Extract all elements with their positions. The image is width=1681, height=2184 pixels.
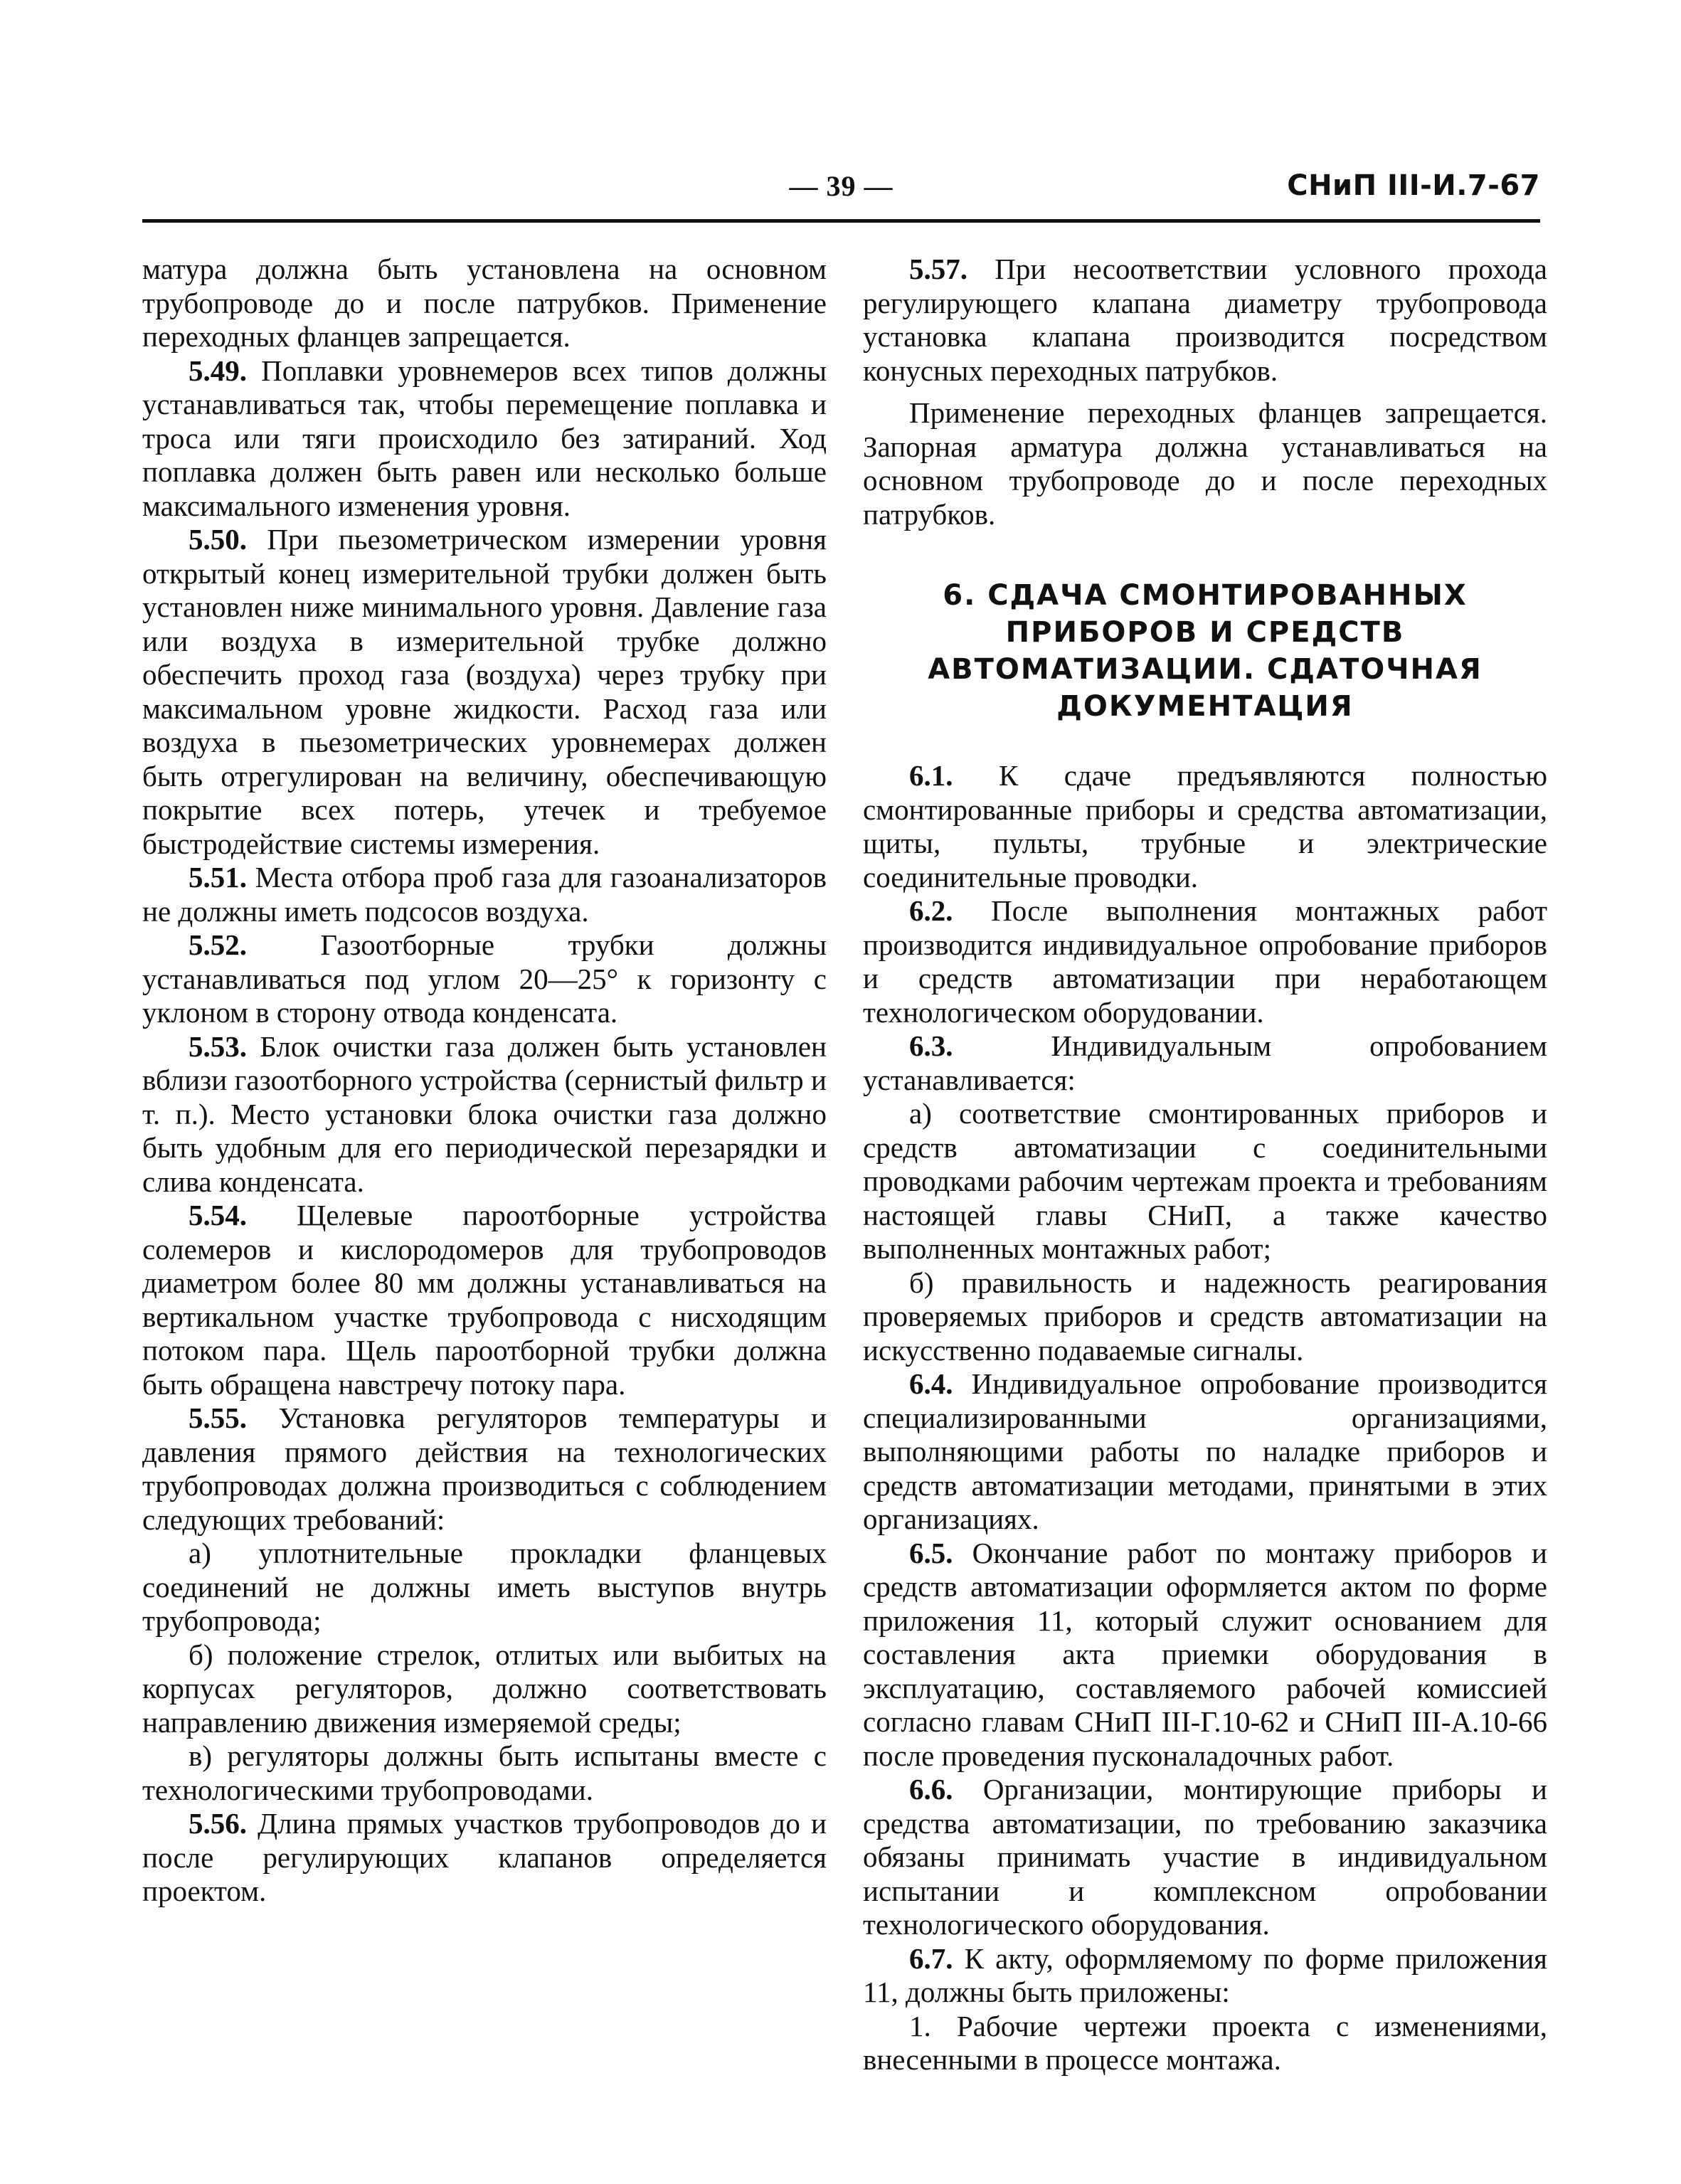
clause-5-57 (863, 253, 1547, 388)
paragraph-text: матура должна быть установлена на основном трубопроводе до и после патрубков. Применение переходных фланцев запрещается. (142, 253, 827, 353)
clause-5-56 (142, 1807, 827, 1909)
section-heading-line: 6. СДАЧА СМОНТИРОВАННЫХ (943, 579, 1468, 612)
clause-5-49 (142, 354, 827, 524)
section-heading-line: АВТОМАТИЗАЦИИ. СДАТОЧНАЯ (928, 653, 1483, 686)
paragraph-text: Применение переходных фланцев запрещается. Запорная арматура должна устанавливаться на основном трубопроводе до и после переходных патрубков. (863, 396, 1547, 531)
clause-text: Длина прямых участков трубопроводов до и после регулирующих клапанов определяется проектом. (142, 1807, 827, 1907)
left-column (142, 253, 827, 1909)
list-item-text: б) правильность и надежность реагирования проверяемых приборов и средств автоматизации на искусственно подаваемые сигналы. (863, 1266, 1547, 1367)
clause-number: 6.7. (909, 1941, 953, 1975)
clause-text: Индивидуальное опробование производится специализированными организациями, выполняющими работы по наладке приборов и средств автоматизации методами, принятыми в этих организациях. (863, 1367, 1547, 1535)
paragraph (142, 253, 827, 354)
clause-number: 5.55. (189, 1401, 247, 1434)
list-item-text: а) соответствие смонтированных приборов и средств автоматизации с соединительными проводками рабочим чертежам проекта и требованиям настоящей главы СНиП, а также качество выполненных монтажных работ; (863, 1097, 1547, 1265)
page-number: — 39 — (789, 170, 893, 202)
list-item-a (142, 1537, 827, 1638)
list-item-text: 1. Рабочие чертежи проекта с изменениями, внесенными в процессе монтажа. (863, 2009, 1547, 2076)
clause-number: 5.53. (189, 1029, 247, 1063)
clause-text: Щелевые пароотборные устройства солемеров и кислородомеров для трубопроводов диаметром более 80 мм должны устанавливаться на вертикальном участке трубопровода с нисходящим потоком пара. Щель пароотборной трубки должна быть обращена навстречу потоку пара. (142, 1199, 827, 1401)
section-heading-line: ПРИБОРОВ И СРЕДСТВ (1005, 616, 1405, 649)
clause-6-5 (863, 1537, 1547, 1774)
clause-text: При несоответствии условного прохода регулирующего клапана диаметру трубопровода установка клапана производится посредством конусных переходных патрубков. (863, 253, 1547, 387)
clause-5-51 (142, 861, 827, 928)
document-code: СНиП III-И.7-67 (1287, 169, 1540, 202)
clause-6-6 (863, 1773, 1547, 1942)
right-column (863, 253, 1547, 2077)
list-item-b (863, 1266, 1547, 1368)
clause-text: К акту, оформляемому по форме приложения 11, должны быть приложены: (863, 1941, 1548, 2008)
clause-5-53 (142, 1030, 827, 1199)
clause-number: 5.52. (189, 928, 247, 961)
header-rule (142, 219, 1540, 223)
clause-number: 5.56. (189, 1807, 247, 1840)
clause-6-1 (863, 759, 1547, 894)
clause-text: Организации, монтирующие приборы и средства автоматизации, по требованию заказчика обязаны принимать участие в индивидуальном испытании и комплексном опробовании технологического оборудования. (863, 1773, 1547, 1941)
clause-text: К сдаче предъявляются полностью смонтированные приборы и средства автоматизации, щиты, пульты, трубные и электрические соединительные проводки. (863, 759, 1548, 894)
clause-number: 6.5. (909, 1536, 953, 1569)
clause-5-55 (142, 1401, 827, 1537)
clause-5-54 (142, 1199, 827, 1401)
list-item-text: б) положение стрелок, отлитых или выбитых на корпусах регуляторов, должно соответствовать направлению движения измеряемой среды; (142, 1638, 827, 1739)
clause-number: 6.3. (909, 1029, 953, 1062)
list-item-1 (863, 2010, 1547, 2077)
clause-text: Индивидуальным опробованием устанавливается: (863, 1029, 1547, 1096)
section-heading (863, 577, 1547, 725)
list-item-text: в) регуляторы должны быть испытаны вместе с технологическими трубопроводами. (142, 1739, 827, 1806)
clause-6-3 (863, 1029, 1547, 1097)
clause-text: После выполнения монтажных работ производится индивидуальное опробование приборов и средств автоматизации при неработающем технологическом оборудовании. (863, 894, 1547, 1029)
clause-5-50 (142, 523, 827, 861)
clause-number: 6.1. (909, 759, 953, 792)
clause-number: 5.51. (189, 861, 247, 894)
clause-text: Места отбора проб газа для газоанализаторов не должны иметь подсосов воздуха. (142, 861, 827, 928)
list-item-text: а) уплотнительные прокладки фланцевых соединений не должны иметь выступов внутрь трубопровода; (142, 1537, 827, 1637)
clause-number: 5.54. (189, 1199, 247, 1231)
paragraph (863, 396, 1547, 531)
section-heading-line: ДОКУМЕНТАЦИЯ (1056, 690, 1354, 723)
clause-5-52 (142, 928, 827, 1030)
clause-number: 5.50. (189, 523, 247, 556)
clause-text: Газоотборные трубки должны устанавливаться под углом 20—25° к горизонту с уклоном в сторону отвода конденсата. (142, 928, 827, 1029)
clause-text: Поплавки уровнемеров всех типов должны устанавливаться так, чтобы перемещение поплавка и троса или тяги происходило без затираний. Ход поплавка должен быть равен или несколько больше максимального изменения уровня. (142, 354, 827, 522)
clause-text: Окончание работ по монтажу приборов и средств автоматизации оформляется актом по форме приложения 11, который служит основанием для составления акта приемки оборудования в эксплуатацию, составляемого рабочей комиссией согласно главам СНиП III-Г.10-62 и СНиП III-А.10-66 после проведения пусконаладочных работ. (863, 1536, 1548, 1772)
clause-number: 5.57. (909, 253, 967, 285)
clause-number: 6.4. (909, 1367, 953, 1400)
clause-text: Установка регуляторов температуры и давления прямого действия на технологических трубопроводах должна производиться с соблюдением следующих требований: (142, 1401, 827, 1536)
page-header (142, 169, 1540, 212)
clause-number: 5.49. (189, 354, 247, 387)
clause-number: 6.6. (909, 1773, 953, 1806)
clause-number: 6.2. (909, 894, 953, 927)
clause-text: При пьезометрическом измерении уровня открытый конец измерительной трубки должен быть установлен ниже минимального уровня. Давление газа или воздуха в измерительной трубке должно обеспечить проход газа (воздуха) через трубку при максимальном уровне жидкости. Расход газа или воздуха в пьезометрических уровнемерах должен быть отрегулирован на величину, обеспечивающую покрытие всех потерь, утечек и требуемое быстродействие системы измерения. (142, 523, 827, 860)
clause-6-7 (863, 1942, 1547, 2010)
list-item-c (142, 1739, 827, 1807)
clause-text: Блок очистки газа должен быть установлен вблизи газоотборного устройства (сернистый фильтр и т. п.). Место установки блока очистки газа должно быть удобным для его периодической перезарядки и слива конденсата. (142, 1029, 827, 1198)
clause-6-2 (863, 894, 1547, 1029)
list-item-a (863, 1097, 1547, 1266)
clause-6-4 (863, 1367, 1547, 1537)
list-item-b (142, 1638, 827, 1740)
